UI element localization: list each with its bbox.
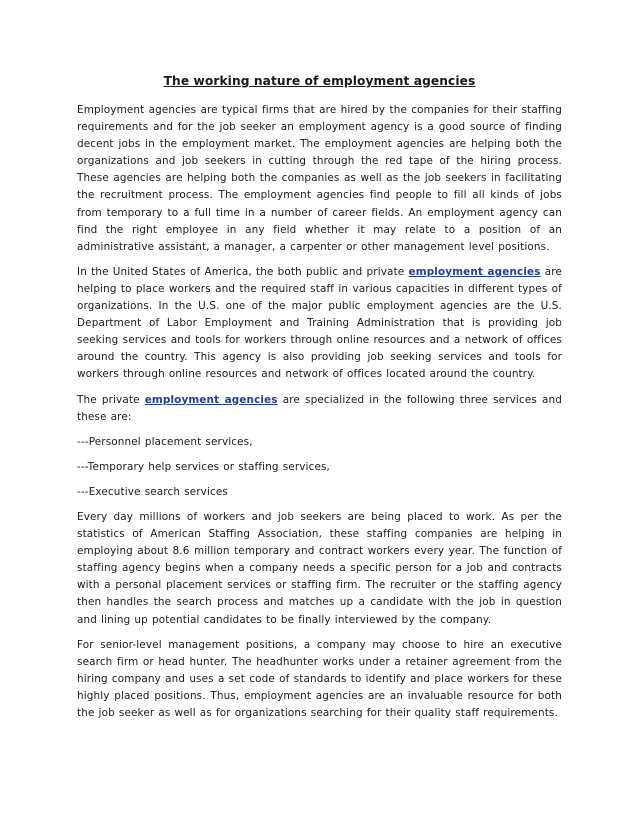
paragraph-text: In the United States of America, the both public and private	[77, 265, 409, 278]
paragraph-us-agencies	[77, 264, 562, 384]
page-title: The working nature of employment agencies	[163, 74, 476, 88]
paragraph-intro: Employment agencies are typical firms that are hired by the companies for their staffing requirements and for the job seeker an employment agency is a good source of finding decent jobs in the employment market. The employment agencies are helping both the organizations and job seekers in cutting through the red tape of the hiring process. These agencies are helping both the companies as well as the job seekers in facilitating the recruitment process. The employment agencies find people to fill all kinds of jobs from temporary to a full time in a number of career fields. An employment agency can find the right employee in any field whether it may relate to a position of an administrative assistant, a manager, a carpenter or other management level positions.	[77, 104, 562, 253]
employment-agencies-link[interactable]: employment agencies	[408, 265, 541, 278]
list-item-temporary-help: ---Temporary help services or staffing services,	[77, 460, 331, 473]
paragraph-statistics: Every day millions of workers and job seekers are being placed to work. As per the statistics of American Staffing Association, these staffing companies are helping in employing about 8.6 million temporary and contract workers every year. The function of staffing agency begins when a company needs a specific person for a job and contracts with a personal placement services or staffing firm. The recruiter or the staffing agency then handles the search process and matches up a candidate with the job in question and lining up potential candidates to be finally interviewed by the company.	[77, 510, 562, 626]
paragraph-text: are helping to place workers and the required staff in various capacities in different types of organizations. In the U.S. one of the major public employment agencies are the U.S. Department of Labor Employment and Training Administration that is providing job seeking services and tools for workers through online resources and a network of offices around the country. This agency is also providing job seeking services and tools for workers through online resources and network of offices located around the country.	[77, 265, 562, 381]
paragraph-private-agencies	[77, 392, 562, 426]
list-item-personnel-placement: ---Personnel placement services,	[77, 435, 253, 448]
paragraph-senior-level: For senior-level management positions, a company may choose to hire an executive search firm or head hunter. The headhunter works under a retainer agreement from the hiring company and uses a set code of standards to identify and place workers for these highly placed positions. Thus, employment agencies are an invaluable resource for both the job seeker as well as for organizations searching for their quality staff requirements.	[77, 638, 562, 719]
employment-agencies-link[interactable]: employment agencies	[144, 393, 278, 406]
paragraph-text: are specialized in the following three services and these are:	[77, 393, 562, 423]
list-item-executive-search: ---Executive search services	[77, 485, 228, 498]
paragraph-text: The private	[77, 393, 145, 406]
